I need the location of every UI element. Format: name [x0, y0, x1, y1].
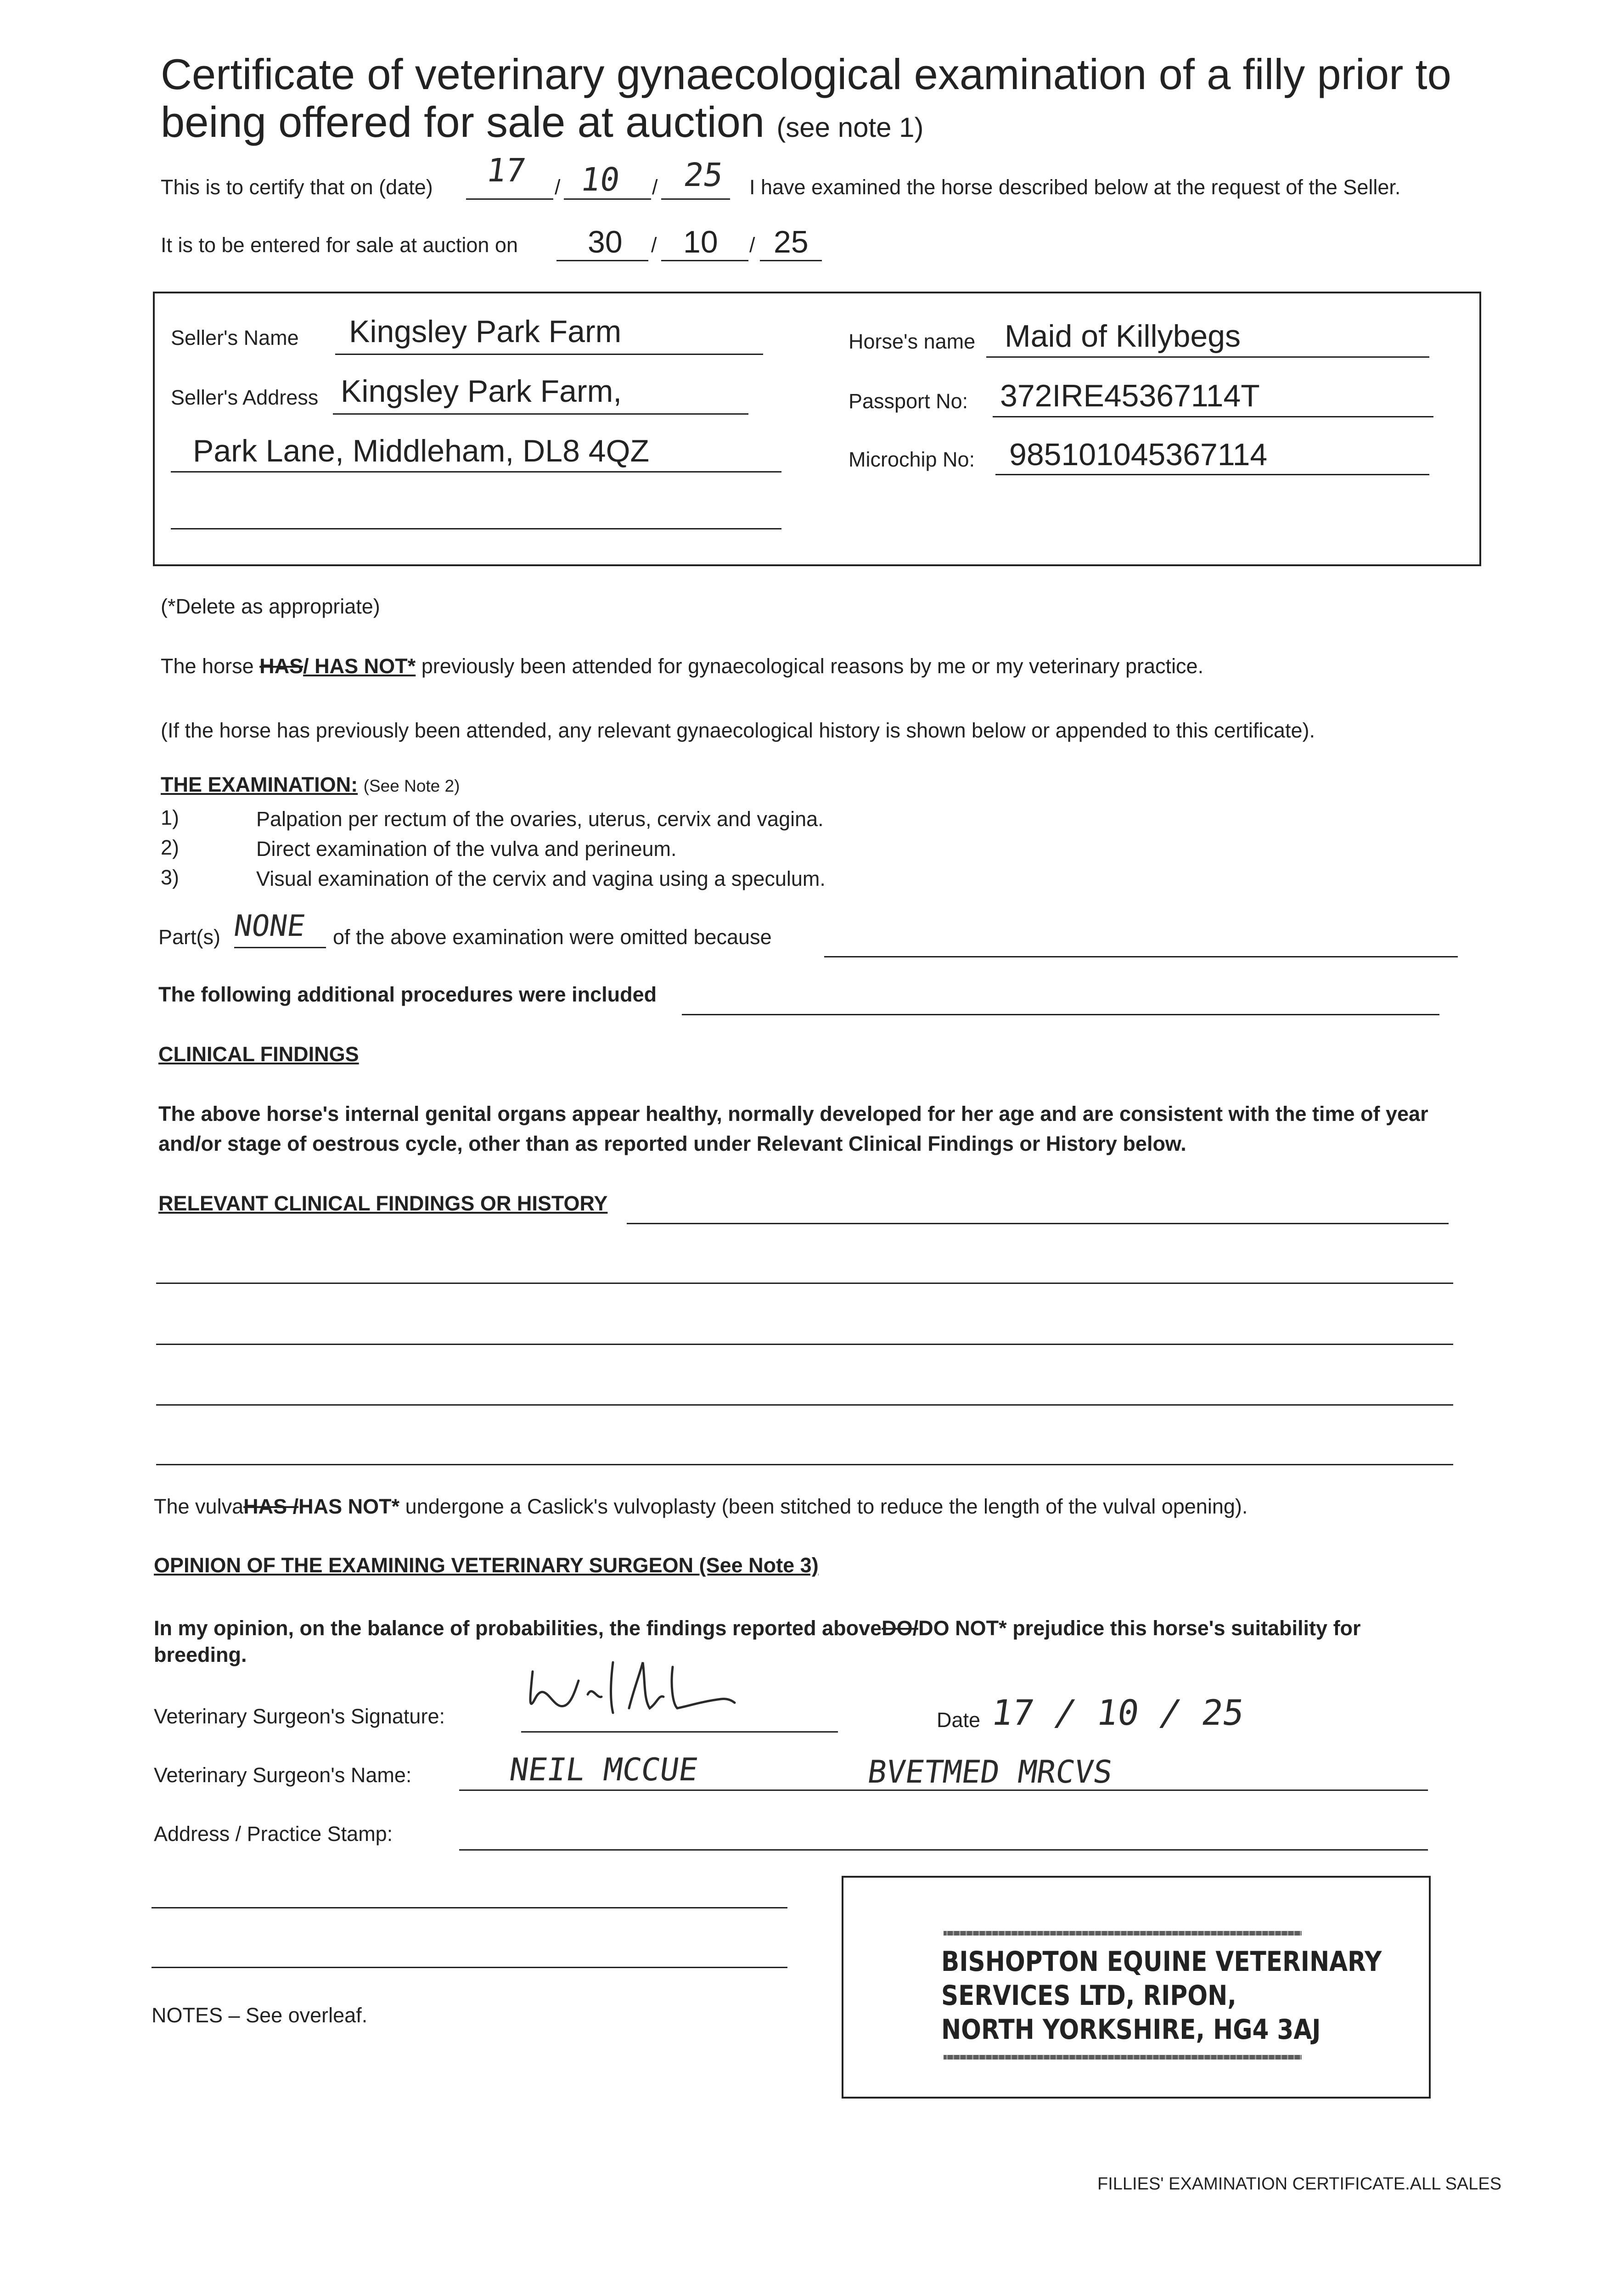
address-line-1 — [459, 1849, 1428, 1851]
history-note: (If the horse has previously been attended, any relevant gynaecological history is shown below or appended to this certificate). — [161, 719, 1315, 742]
seller-address-line-1 — [333, 413, 748, 415]
exam-item-2-num: 2) — [161, 836, 180, 859]
signature-date: 17 / 10 / 25 — [989, 1692, 1247, 1733]
sale-year-underline — [760, 260, 822, 261]
exam-item-1-text: Palpation per rectum of the ovaries, uterus, cervix and vagina. — [256, 807, 824, 831]
address-line-2 — [152, 1907, 787, 1908]
opinion-suffix: prejudice this horse's suitability for — [1012, 1616, 1361, 1640]
opinion-struck: DO/ — [882, 1616, 919, 1640]
stamp-line-1: BISHOPTON EQUINE VETERINARY — [941, 1946, 1382, 1978]
sale-slash-1: / — [651, 233, 657, 257]
seller-address-line-3 — [171, 528, 781, 529]
seller-address-1: Kingsley Park Farm, — [341, 374, 622, 409]
opinion-line-2: breeding. — [154, 1643, 247, 1666]
passport-number: 372IRE45367114T — [1000, 378, 1260, 413]
clinical-heading: CLINICAL FINDINGS — [158, 1042, 359, 1066]
passport-label: Passport No: — [849, 389, 968, 413]
examination-heading-text: THE EXAMINATION: — [161, 773, 358, 796]
notes-text: NOTES – See overleaf. — [152, 2003, 368, 2027]
attended-statement — [161, 654, 1203, 678]
title-text: Certificate of veterinary gynaecological examination of a filly prior to being offered for sale at auction — [161, 50, 1451, 146]
date-slash-2: / — [652, 175, 658, 199]
horse-name: Maid of Killybegs — [1005, 319, 1241, 354]
parts-value: NONE — [231, 909, 308, 943]
relevant-heading: RELEVANT CLINICAL FINDINGS OR HISTORY — [158, 1192, 608, 1215]
omitted-reason-line — [824, 956, 1458, 957]
certify-prefix: This is to certify that on (date) — [161, 175, 433, 199]
exam-month: 10 — [578, 161, 623, 198]
opinion-choice: DO NOT* — [918, 1616, 1007, 1640]
attended-prefix: The horse — [161, 654, 254, 678]
vulva-suffix: undergone a Caslick's vulvoplasty (been stitched to reduce the length of the vulval opening). — [405, 1495, 1248, 1518]
opinion-line-1 — [154, 1616, 1361, 1640]
vulva-choice: HAS NOT* — [298, 1495, 400, 1518]
sale-prefix: It is to be entered for sale at auction on — [161, 233, 518, 257]
exam-item-2-text: Direct examination of the vulva and perineum. — [256, 837, 677, 861]
attended-suffix: previously been attended for gynaecological reasons by me or my veterinary practice. — [421, 654, 1204, 678]
address-line-3 — [152, 1967, 787, 1968]
vulva-struck: HAS / — [243, 1495, 299, 1518]
clinical-statement-2: and/or stage of oestrous cycle, other than as reported under Relevant Clinical Findings or History below. — [158, 1132, 1186, 1155]
exam-item-3-num: 3) — [161, 866, 180, 889]
vulva-statement — [154, 1495, 1248, 1519]
vulva-prefix: The vulva — [154, 1495, 244, 1518]
attended-choice: / HAS NOT* — [303, 654, 416, 678]
findings-line-4 — [156, 1404, 1453, 1406]
clinical-statement-1: The above horse's internal genital organs appear healthy, normally developed for her age and are consistent with the time of year — [158, 1102, 1428, 1125]
opinion-heading: OPINION OF THE EXAMINING VETERINARY SURGEON (See Note 3) — [154, 1553, 819, 1577]
microchip-label: Microchip No: — [849, 448, 975, 471]
stamp-bottom-rule — [944, 2055, 1302, 2060]
exam-item-3-text: Visual examination of the cervix and vagina using a speculum. — [256, 867, 826, 890]
seller-name-line — [335, 354, 763, 355]
signature-line — [521, 1731, 838, 1733]
sale-month: 10 — [683, 225, 718, 259]
seller-address-line-2 — [171, 471, 781, 473]
parts-suffix: of the above examination were omitted because — [333, 925, 772, 949]
attended-struck: HAS — [259, 654, 303, 678]
surgeon-qualifications: BVETMED MRCVS — [865, 1754, 1115, 1790]
title-note: (see note 1) — [776, 112, 924, 143]
practice-stamp — [941, 1945, 1382, 2047]
additional-line — [682, 1014, 1439, 1015]
sale-slash-2: / — [749, 233, 755, 257]
stamp-line-2: SERVICES LTD, RIPON, — [941, 1980, 1236, 2012]
parts-label: Part(s) — [158, 925, 220, 949]
exam-item-1-num: 1) — [161, 806, 180, 829]
seller-address-label: Seller's Address — [171, 386, 319, 409]
seller-name-label: Seller's Name — [171, 326, 299, 349]
microchip-line — [995, 474, 1429, 475]
surgeon-name-label: Veterinary Surgeon's Name: — [154, 1763, 412, 1787]
certify-suffix: I have examined the horse described below at the request of the Seller. — [749, 175, 1401, 199]
page-title — [161, 51, 1538, 152]
examination-heading-note: (See Note 2) — [363, 777, 460, 795]
parts-line — [234, 947, 326, 948]
stamp-top-rule — [944, 1931, 1302, 1936]
signature-graphic — [519, 1653, 748, 1727]
surgeon-name: NEIL MCCUE — [507, 1752, 700, 1788]
findings-line-1 — [627, 1223, 1449, 1224]
sale-year: 25 — [774, 225, 809, 259]
address-stamp-label: Address / Practice Stamp: — [154, 1822, 393, 1846]
exam-year: 25 — [681, 156, 726, 194]
sale-month-underline — [661, 260, 748, 261]
seller-address-2: Park Lane, Middleham, DL8 4QZ — [193, 433, 650, 468]
stamp-line-3: NORTH YORKSHIRE, HG4 3AJ — [941, 2014, 1321, 2046]
footer-text: FILLIES' EXAMINATION CERTIFICATE.ALL SALES — [1097, 2174, 1502, 2194]
additional-label: The following additional procedures were included — [158, 983, 657, 1006]
month-underline — [564, 198, 651, 200]
horse-name-line — [986, 356, 1429, 358]
findings-line-3 — [156, 1344, 1453, 1345]
day-underline — [466, 198, 553, 200]
signature-label: Veterinary Surgeon's Signature: — [154, 1705, 445, 1728]
date-label: Date — [937, 1708, 981, 1732]
seller-name: Kingsley Park Farm — [349, 314, 622, 349]
microchip-number: 985101045367114 — [1009, 437, 1268, 472]
examination-heading — [161, 773, 460, 797]
horse-name-label: Horse's name — [849, 330, 976, 353]
date-slash-1: / — [555, 175, 561, 199]
year-underline — [661, 198, 730, 200]
findings-line-5 — [156, 1464, 1453, 1465]
delete-note: (*Delete as appropriate) — [161, 595, 380, 618]
sale-day-underline — [556, 260, 648, 261]
opinion-prefix: In my opinion, on the balance of probabilities, the findings reported above — [154, 1616, 882, 1640]
sale-day: 30 — [588, 225, 623, 259]
exam-day: 17 — [484, 152, 528, 189]
findings-line-2 — [156, 1283, 1453, 1284]
passport-line — [993, 416, 1433, 417]
